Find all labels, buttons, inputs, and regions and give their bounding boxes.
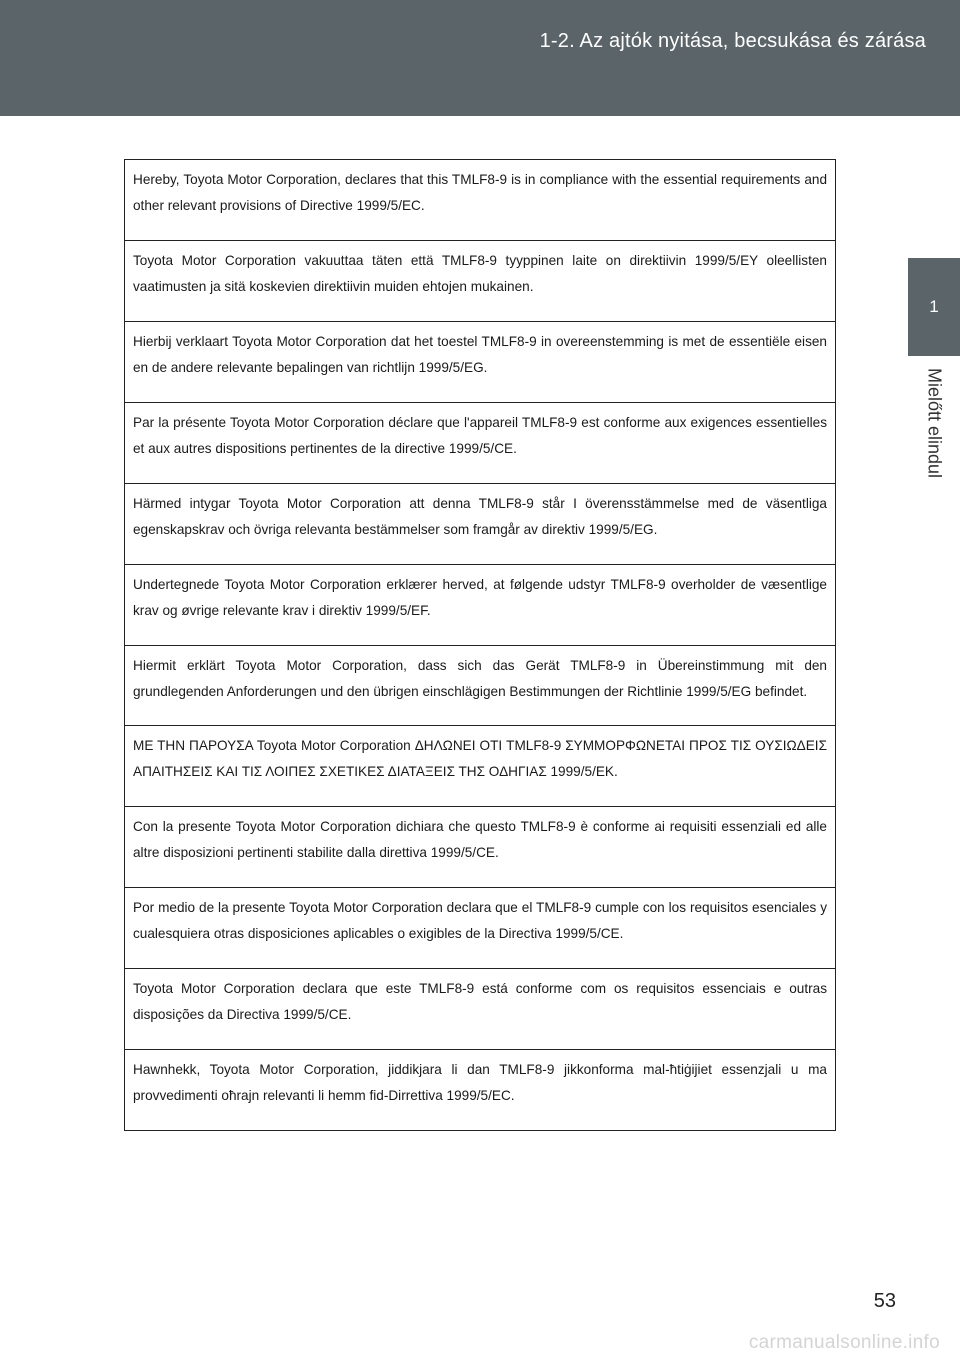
declaration-text: Härmed intygar Toyota Motor Corporation att denna TMLF8-9 står I överensstämmelse med de väsentliga egenskapskrav och övriga relevanta bestämmelser som framgår av direktiv 1999/5/EG. (133, 495, 827, 537)
declaration-text: Toyota Motor Corporation vakuuttaa täten että TMLF8-9 tyyppinen laite on direktiivin 1999/5/EY oleellisten vaatimusten ja sitä koskevien direktiivin muiden ehtojen mukainen. (133, 252, 827, 294)
declaration-row-maltese (125, 1050, 835, 1130)
declaration-row-english (125, 160, 835, 241)
declaration-row-danish (125, 565, 835, 646)
declaration-text: Par la présente Toyota Motor Corporation déclare que l'appareil TMLF8-9 est conforme aux exigences essentielles et aux autres dispositions pertinentes de la directive 1999/5/CE. (133, 414, 827, 456)
chapter-number: 1 (929, 297, 939, 316)
chapter-label: Mielőtt elindul (924, 368, 945, 479)
declaration-row-italian (125, 807, 835, 888)
declaration-text: Por medio de la presente Toyota Motor Corporation declara que el TMLF8-9 cumple con los requisitos esenciales y cualesquiera otras disposiciones aplicables o exigibles de la Directiva 1999/5/CE. (133, 900, 827, 942)
declaration-text: Toyota Motor Corporation declara que este TMLF8-9 está conforme com os requisitos essenciais e outras disposições da Directiva 1999/5/CE. (133, 981, 827, 1023)
watermark: carmanualsonline.info (748, 1332, 940, 1353)
page-number: 53 (873, 1290, 896, 1312)
section-title: 1-2. Az ajtók nyitása, becsukása és zárása (539, 30, 926, 52)
declaration-row-spanish (125, 888, 835, 969)
declaration-row-portuguese (125, 969, 835, 1050)
chapter-number-tab (908, 258, 960, 356)
declaration-row-finnish (125, 241, 835, 322)
declaration-row-german (125, 646, 835, 727)
declaration-text: Undertegnede Toyota Motor Corporation erklærer herved, at følgende udstyr TMLF8-9 overholder de væsentlige krav og øvrige relevante krav i direktiv 1999/5/EF. (133, 576, 827, 618)
declaration-text: Con la presente Toyota Motor Corporation dichiara che questo TMLF8-9 è conforme ai requisiti essenziali ed alle altre disposizioni pertinenti stabilite dalla direttiva 1999/5/CE. (133, 819, 827, 861)
declaration-row-dutch (125, 322, 835, 403)
declaration-text: Hiermit erklärt Toyota Motor Corporation, dass sich das Gerät TMLF8-9 in Übereinstimmung mit den grundlegenden Anforderungen und den übrigen einschlägigen Bestimmungen der Richtlinie 1999/5/EG befindet. (133, 657, 827, 699)
declaration-table (124, 159, 836, 1131)
declaration-text: Hierbij verklaart Toyota Motor Corporation dat het toestel TMLF8-9 in overeenstemming is met de essentiële eisen en de andere relevante bepalingen van richtlijn 1999/5/EG. (133, 333, 827, 375)
declaration-row-greek (125, 726, 835, 807)
header-band (0, 0, 960, 116)
declaration-row-swedish (125, 484, 835, 565)
declaration-row-french (125, 403, 835, 484)
declaration-text: ΜΕ ΤΗΝ ΠΑΡΟΥΣΑ Toyota Motor Corporation ΔΗΛΩΝΕΙ ΟΤΙ TMLF8-9 ΣΥΜΜΟΡΦΩΝΕΤΑΙ ΠΡΟΣ ΤΙΣ ΟΥΣΙΩΔΕΙΣ ΑΠΑΙΤΗΣΕΙΣ ΚΑΙ ΤΙΣ ΛΟΙΠΕΣ ΣΧΕΤΙΚΕΣ ΔΙΑΤΑΞΕΙΣ ΤΗΣ ΟΔΗΓΙΑΣ 1999/5/ΕΚ. (133, 738, 827, 780)
declaration-text: Hereby, Toyota Motor Corporation, declares that this TMLF8-9 is in compliance with the essential requirements and other relevant provisions of Directive 1999/5/EC. (133, 172, 827, 213)
declaration-text: Hawnhekk, Toyota Motor Corporation, jiddikjara li dan TMLF8-9 jikkonforma mal-ħtiġijiet essenzjali u ma provvedimenti oħrajn relevanti li hemm fid-Dirrettiva 1999/5/EC. (133, 1062, 827, 1104)
